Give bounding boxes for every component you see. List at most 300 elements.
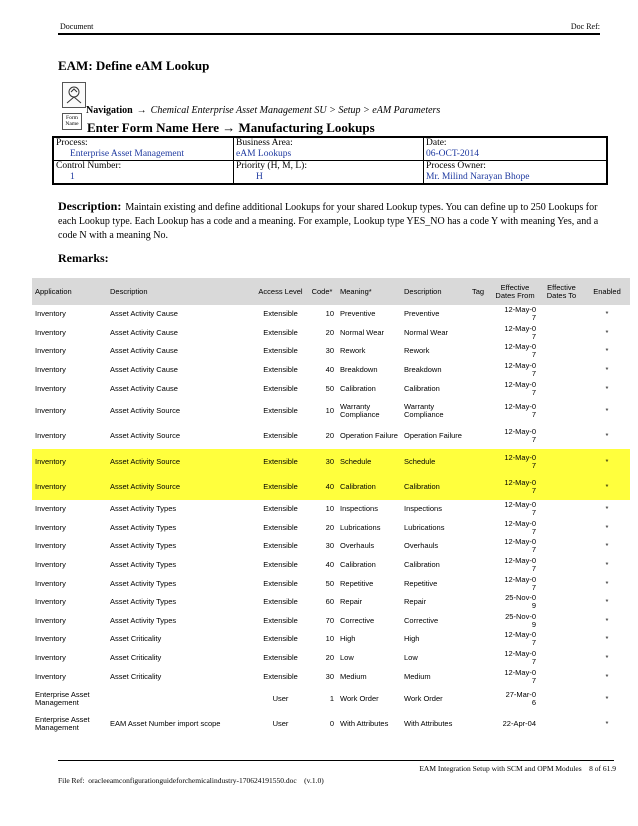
cell-effective-to	[539, 398, 584, 424]
cell-effective-to	[539, 519, 584, 538]
col-header-application: Application	[32, 278, 107, 305]
cell-code: 10	[325, 405, 334, 415]
cell-enabled: *	[605, 719, 609, 729]
navigation-arrow: →	[136, 105, 147, 116]
cell-tag	[469, 686, 491, 712]
table-row	[32, 361, 630, 380]
effective-from-value: 27-Mar-06	[505, 689, 536, 707]
cell-access-level: Extensible	[263, 615, 298, 625]
footer-title: EAM Integration Setup with SCM and OPM Modules 8 of 61.9	[419, 764, 616, 773]
effective-from-value: 12-May-07	[504, 342, 536, 360]
table-row	[32, 398, 630, 424]
footer-file-ref: File Ref: oracleeamconfigurationguideforchemicalindustry-170624191550.doc (v.1.0)	[58, 776, 324, 785]
cell-description: Asset Activity Types	[110, 522, 177, 532]
cell-access-level: Extensible	[263, 597, 298, 607]
table-row	[32, 649, 630, 668]
cell-effective-to	[539, 474, 584, 500]
table-row	[32, 667, 630, 686]
cell-tag	[469, 500, 491, 519]
cell-description: Asset Activity Types	[110, 597, 177, 607]
cell-enabled: *	[605, 634, 609, 644]
cell-meaning: Medium	[340, 671, 367, 681]
effective-from-value: 12-May-07	[504, 630, 536, 648]
description-block	[58, 200, 606, 242]
cell-description	[107, 686, 254, 712]
business-area-cell	[234, 137, 424, 161]
cell-enabled: *	[605, 431, 609, 441]
col-header-description: Description	[107, 278, 254, 305]
cell-application: Inventory	[35, 383, 66, 393]
cell-description: Asset Criticality	[110, 653, 162, 663]
cell-meaning: Inspections	[340, 504, 378, 514]
page-title: EAM: Define eAM Lookup	[58, 58, 210, 73]
process-cell	[53, 137, 234, 161]
business-area-value: eAM Lookups	[236, 149, 292, 159]
cell-description-2: Schedule	[401, 449, 469, 475]
cell-code: 10	[325, 504, 334, 514]
cell-tag	[469, 474, 491, 500]
cell-effective-to	[539, 500, 584, 519]
cell-description-2: Work Order	[404, 693, 443, 703]
cell-application: Inventory	[32, 449, 107, 475]
cell-meaning: With Attributes	[340, 719, 389, 729]
effective-from-value: 12-May-07	[504, 518, 536, 536]
lookup-header-row	[32, 278, 630, 305]
cell-effective-from	[491, 361, 539, 380]
cell-tag	[469, 630, 491, 649]
cell-meaning: Preventive	[340, 309, 376, 319]
cell-tag	[469, 537, 491, 556]
cell-application: Inventory	[35, 671, 66, 681]
cell-effective-to	[539, 612, 584, 631]
effective-from-value: 12-May-07	[504, 305, 536, 323]
navigation-path: Chemical Enterprise Asset Management SU > Setup > eAM Parameters	[150, 105, 441, 116]
control-number-value: 1	[70, 172, 75, 182]
cell-application: Inventory	[35, 653, 66, 663]
form-icon: Form Name	[62, 113, 82, 130]
col-header-access-level: Access Level	[254, 278, 307, 305]
cell-access-level: Extensible	[263, 504, 298, 514]
cell-tag	[469, 593, 491, 612]
cell-enabled: *	[605, 522, 609, 532]
effective-from-value: 25-Nov-09	[505, 593, 536, 611]
cell-application: Inventory	[35, 522, 66, 532]
cell-code: 40	[325, 365, 334, 375]
cell-effective-from	[491, 342, 539, 361]
cell-code: 30	[325, 346, 334, 356]
cell-tag	[469, 379, 491, 398]
effective-from-value: 25-Nov-09	[505, 611, 536, 629]
cell-effective-to	[539, 324, 584, 343]
header-rule	[58, 33, 600, 35]
cell-code: 30	[307, 449, 337, 475]
cell-effective-from	[491, 398, 539, 424]
effective-from-value: 12-May-07	[504, 452, 536, 470]
cell-access-level: Extensible	[263, 405, 298, 415]
control-number-label: Control Number:	[56, 161, 122, 171]
table-row	[32, 379, 630, 398]
description-heading: Description:	[58, 199, 122, 213]
cell-effective-from	[491, 500, 539, 519]
table-row	[32, 449, 630, 475]
cell-access-level: Extensible	[263, 346, 298, 356]
table-row	[32, 686, 630, 712]
cell-access-level: Extensible	[263, 541, 298, 551]
cell-description-2: Preventive	[404, 309, 440, 319]
table-row	[32, 612, 630, 631]
cell-tag	[469, 667, 491, 686]
cell-enabled: *	[605, 504, 609, 514]
cell-description: Asset Activity Cause	[110, 346, 178, 356]
cell-tag	[469, 519, 491, 538]
cell-effective-from	[491, 667, 539, 686]
cell-application: Inventory	[35, 541, 66, 551]
cell-code: 40	[325, 560, 334, 570]
cell-effective-from	[491, 649, 539, 668]
effective-from-value: 12-May-07	[504, 537, 536, 555]
cell-effective-to	[539, 537, 584, 556]
cell-application: Inventory	[35, 346, 66, 356]
cell-access-level: Extensible	[254, 449, 307, 475]
cell-meaning: Repetitive	[340, 578, 374, 588]
cell-tag	[469, 423, 491, 449]
cell-description-2: Breakdown	[404, 365, 442, 375]
cell-description: EAM Asset Number import scope	[110, 719, 221, 729]
effective-from-value: 12-May-07	[504, 556, 536, 574]
table-row	[32, 630, 630, 649]
cell-access-level: Extensible	[263, 327, 298, 337]
cell-enabled: *	[605, 671, 609, 681]
cell-description-2: Warranty Compliance	[404, 401, 444, 419]
table-row	[32, 342, 630, 361]
cell-description-2: Operation Failure	[404, 431, 462, 441]
process-owner-value: Mr. Milind Narayan Bhope	[426, 172, 530, 182]
cell-effective-from	[491, 556, 539, 575]
cell-meaning: Overhauls	[340, 541, 375, 551]
table-row	[32, 423, 630, 449]
cell-application: Enterprise Asset Management	[35, 689, 90, 707]
cell-access-level: Extensible	[263, 309, 298, 319]
table-row	[32, 305, 630, 324]
cell-application: Inventory	[35, 578, 66, 588]
cell-tag	[469, 398, 491, 424]
cell-description: Asset Criticality	[110, 634, 162, 644]
form-name-arrow: →	[222, 120, 236, 135]
date-cell	[424, 137, 608, 161]
cell-access-level: Extensible	[263, 560, 298, 570]
cell-code: 1	[329, 693, 334, 703]
cell-meaning: Low	[340, 653, 354, 663]
cell-code: 20	[325, 522, 334, 532]
navigation-icon	[62, 82, 86, 108]
cell-tag	[469, 305, 491, 324]
cell-access-level: Extensible	[263, 431, 298, 441]
remarks-heading: Remarks:	[58, 251, 109, 265]
priority-label: Priority (H, M, L):	[236, 161, 307, 171]
cell-description: Asset Activity Types	[110, 560, 177, 570]
cell-application: Inventory	[35, 365, 66, 375]
cell-enabled: *	[605, 365, 609, 375]
cell-meaning: Calibration	[340, 383, 376, 393]
col-header-meaning: Meaning*	[337, 278, 401, 305]
cell-description: Asset Activity Types	[110, 578, 177, 588]
cell-enabled: *	[605, 597, 609, 607]
cell-access-level: Extensible	[263, 383, 298, 393]
effective-from-value: 12-May-07	[504, 361, 536, 379]
col-header-effective-from: Effective Dates From	[491, 278, 539, 305]
form-name-row	[87, 120, 375, 136]
header-doc-ref: Doc Ref:	[570, 22, 600, 31]
cell-description-2: Lubrications	[404, 522, 445, 532]
form-name-value: Manufacturing Lookups	[238, 120, 375, 135]
effective-from-value: 12-May-07	[504, 574, 536, 592]
cell-application: Enterprise Asset Management	[35, 715, 90, 733]
cell-effective-from	[491, 474, 539, 500]
cell-meaning: Work Order	[340, 693, 379, 703]
description-text: Maintain existing and define additional Lookups for your shared Lookup types. You can define up to 250 Lookups for each Lookup type. Each Lookup has a code and a meaning. For example, Lookup type YES_NO has a code Y with meaning Yes, and a code N with a meaning No.	[58, 202, 599, 241]
table-row	[32, 574, 630, 593]
effective-from-value: 12-May-07	[504, 427, 536, 445]
cell-tag	[469, 556, 491, 575]
cell-description-2: Medium	[404, 671, 431, 681]
cell-description: Asset Activity Cause	[110, 309, 178, 319]
cell-enabled: *	[605, 327, 609, 337]
effective-from-value: 12-May-07	[504, 667, 536, 685]
cell-effective-from	[491, 379, 539, 398]
cell-access-level: Extensible	[263, 365, 298, 375]
cell-description-2: Calibration	[404, 383, 440, 393]
priority-cell	[234, 161, 424, 185]
col-header-code: Code*	[307, 278, 337, 305]
table-row	[32, 500, 630, 519]
cell-description: Asset Activity Types	[110, 504, 177, 514]
effective-from-value: 22-Apr-04	[502, 719, 536, 729]
cell-effective-from	[491, 686, 539, 712]
cell-code: 20	[325, 653, 334, 663]
cell-enabled: *	[605, 383, 609, 393]
effective-from-value: 12-May-07	[504, 500, 536, 518]
cell-code: 30	[325, 671, 334, 681]
cell-description: Asset Activity Cause	[110, 365, 178, 375]
cell-tag	[469, 574, 491, 593]
footer-rule	[58, 760, 614, 761]
table-row	[32, 711, 630, 737]
cell-application: Inventory	[32, 474, 107, 500]
cell-code: 60	[325, 597, 334, 607]
cell-enabled: *	[605, 615, 609, 625]
cell-meaning: Rework	[340, 346, 366, 356]
cell-tag	[469, 649, 491, 668]
cell-tag	[469, 711, 491, 737]
date-value: 06-OCT-2014	[426, 149, 479, 159]
cell-effective-to	[539, 423, 584, 449]
navigation-row	[86, 100, 440, 118]
cell-description-2: Repair	[404, 597, 427, 607]
cell-effective-from	[491, 711, 539, 737]
cell-enabled: *	[605, 560, 609, 570]
table-row	[32, 593, 630, 612]
cell-access-level: Extensible	[263, 578, 298, 588]
cell-effective-from	[491, 423, 539, 449]
cell-application: Inventory	[35, 309, 66, 319]
cell-code: 50	[325, 578, 334, 588]
table-row	[32, 537, 630, 556]
cell-tag	[469, 361, 491, 380]
control-number-cell	[53, 161, 234, 185]
cell-access-level: User	[272, 719, 289, 729]
cell-description-2: Normal Wear	[404, 327, 449, 337]
cell-effective-from	[491, 324, 539, 343]
cell-access-level: Extensible	[254, 474, 307, 500]
cell-description: Asset Activity Source	[107, 474, 254, 500]
cell-effective-to	[539, 361, 584, 380]
cell-code: 20	[325, 431, 334, 441]
effective-from-value: 12-May-07	[504, 323, 536, 341]
cell-enabled: *	[605, 405, 609, 415]
form-name-label: Enter Form Name Here	[87, 120, 219, 135]
cell-meaning: Normal Wear	[340, 327, 385, 337]
effective-from-value: 12-May-07	[504, 478, 536, 496]
cell-description-2: High	[404, 634, 420, 644]
cell-code: 10	[325, 634, 334, 644]
cell-application: Inventory	[35, 634, 66, 644]
cell-effective-from	[491, 537, 539, 556]
cell-meaning: Corrective	[340, 615, 375, 625]
cell-description: Asset Activity Types	[110, 615, 177, 625]
cell-code: 10	[325, 309, 334, 319]
effective-from-value: 12-May-07	[504, 649, 536, 667]
cell-effective-to	[539, 686, 584, 712]
lookup-table	[32, 278, 630, 737]
cell-access-level: Extensible	[263, 653, 298, 663]
cell-effective-from	[491, 593, 539, 612]
cell-application: Inventory	[35, 431, 66, 441]
cell-description: Asset Activity Source	[107, 449, 254, 475]
cell-meaning: Calibration	[340, 560, 376, 570]
priority-value: H	[256, 172, 263, 182]
table-row	[32, 324, 630, 343]
cell-meaning: Repair	[340, 597, 363, 607]
cell-enabled: *	[605, 653, 609, 663]
cell-code: 20	[325, 327, 334, 337]
cell-description: Asset Activity Types	[110, 541, 177, 551]
cell-meaning: Schedule	[337, 449, 401, 475]
process-owner-label: Process Owner:	[426, 161, 486, 171]
process-info-table	[52, 136, 608, 185]
cell-description: Asset Criticality	[110, 671, 162, 681]
cell-access-level: User	[272, 693, 289, 703]
process-owner-cell	[424, 161, 608, 185]
cell-description: Asset Activity Cause	[110, 327, 178, 337]
cell-enabled: *	[605, 346, 609, 356]
cell-effective-from	[491, 305, 539, 324]
col-header-description-2: Description	[401, 278, 469, 305]
cell-application: Inventory	[35, 615, 66, 625]
table-row	[32, 474, 630, 500]
cell-meaning: Operation Failure	[340, 431, 398, 441]
cell-effective-to	[539, 342, 584, 361]
cell-access-level: Extensible	[263, 522, 298, 532]
cell-enabled: *	[605, 693, 609, 703]
cell-meaning: Lubrications	[340, 522, 381, 532]
cell-effective-to	[539, 649, 584, 668]
col-header-effective-to: Effective Dates To	[539, 278, 584, 305]
cell-effective-to	[539, 449, 584, 475]
effective-from-value: 12-May-07	[504, 379, 536, 397]
cell-effective-to	[539, 556, 584, 575]
cell-effective-to	[539, 379, 584, 398]
cell-enabled: *	[605, 541, 609, 551]
cell-code: 0	[329, 719, 334, 729]
cell-effective-from	[491, 574, 539, 593]
cell-access-level: Extensible	[263, 671, 298, 681]
cell-code: 50	[325, 383, 334, 393]
cell-description-2: Rework	[404, 346, 430, 356]
cell-effective-from	[491, 519, 539, 538]
cell-description-2: With Attributes	[404, 719, 453, 729]
cell-effective-to	[539, 574, 584, 593]
cell-description: Asset Activity Source	[110, 431, 181, 441]
business-area-label: Business Area:	[236, 138, 293, 148]
process-value: Enterprise Asset Management	[70, 149, 184, 159]
cell-description-2: Corrective	[404, 615, 439, 625]
cell-enabled: *	[584, 474, 630, 500]
cell-code: 40	[307, 474, 337, 500]
cell-description: Asset Activity Source	[110, 405, 181, 415]
cell-meaning: High	[340, 634, 356, 644]
col-header-tag: Tag	[469, 278, 491, 305]
cell-description-2: Inspections	[404, 504, 442, 514]
cell-description-2: Calibration	[401, 474, 469, 500]
table-row	[32, 556, 630, 575]
cell-effective-to	[539, 305, 584, 324]
cell-tag	[469, 324, 491, 343]
cell-application: Inventory	[35, 405, 66, 415]
cell-tag	[469, 342, 491, 361]
cell-effective-to	[539, 630, 584, 649]
effective-from-value: 12-May-07	[504, 401, 536, 419]
cell-effective-to	[539, 667, 584, 686]
cell-effective-to	[539, 711, 584, 737]
cell-application: Inventory	[35, 327, 66, 337]
navigation-label: Navigation	[86, 105, 133, 116]
cell-description-2: Calibration	[404, 560, 440, 570]
cell-application: Inventory	[35, 504, 66, 514]
cell-enabled: *	[605, 309, 609, 319]
cell-effective-from	[491, 449, 539, 475]
table-row	[32, 519, 630, 538]
cell-description-2: Low	[404, 653, 418, 663]
cell-application: Inventory	[35, 560, 66, 570]
header-document-label: Document	[60, 22, 94, 31]
cell-description: Asset Activity Cause	[110, 383, 178, 393]
date-label: Date:	[426, 138, 447, 148]
cell-meaning: Calibration	[337, 474, 401, 500]
cell-tag	[469, 612, 491, 631]
cell-effective-from	[491, 630, 539, 649]
cell-code: 30	[325, 541, 334, 551]
cell-enabled: *	[584, 449, 630, 475]
cell-application: Inventory	[35, 597, 66, 607]
cell-description-2: Overhauls	[404, 541, 439, 551]
cell-access-level: Extensible	[263, 634, 298, 644]
cell-code: 70	[325, 615, 334, 625]
cell-meaning: Breakdown	[340, 365, 378, 375]
col-header-enabled: Enabled	[584, 278, 630, 305]
process-label: Process:	[56, 138, 88, 148]
cell-effective-to	[539, 593, 584, 612]
cell-enabled: *	[605, 578, 609, 588]
